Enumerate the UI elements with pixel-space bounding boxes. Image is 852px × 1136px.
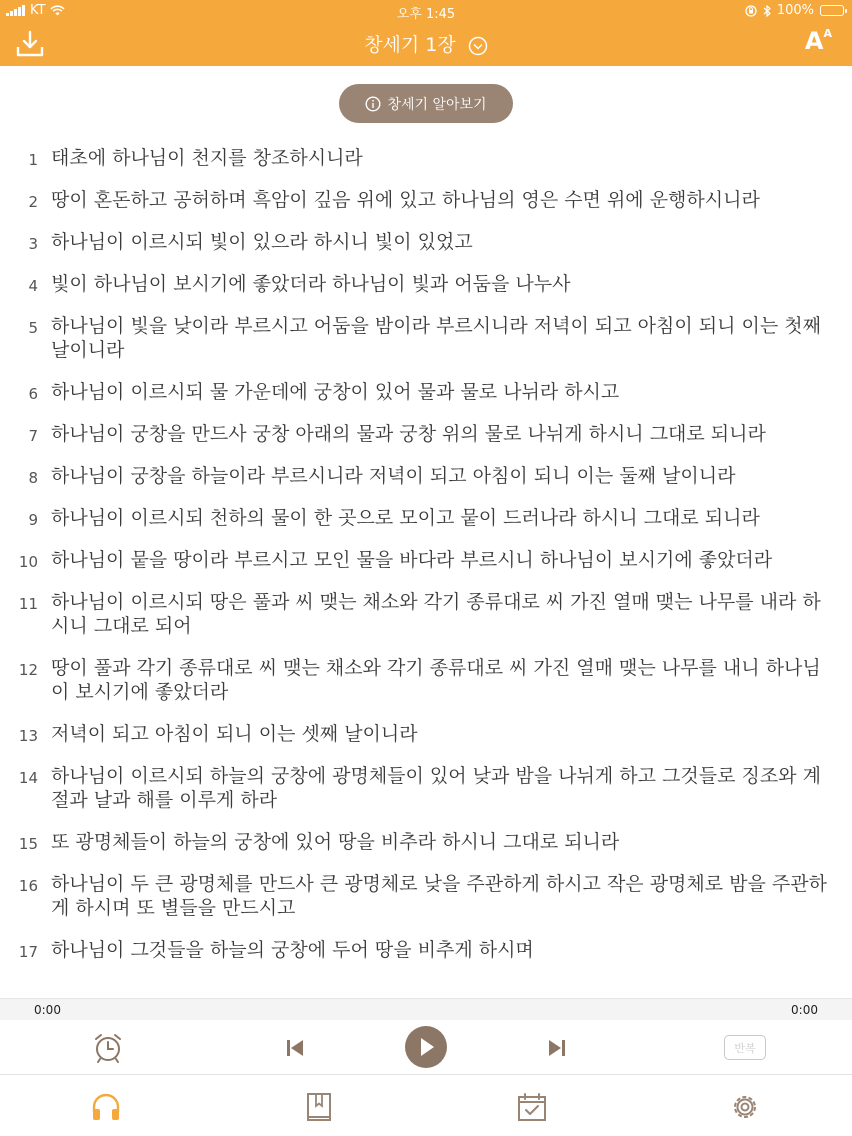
verse-number: 6 bbox=[28, 385, 38, 403]
font-size-button[interactable] bbox=[805, 27, 832, 55]
battery-percent: 100% bbox=[776, 3, 814, 18]
verse-text: 땅이 풀과 각기 종류대로 씨 맺는 채소와 각기 종류대로 씨 가진 열매 맺는 나무를 내니 하나님이 보시기에 좋았더라 bbox=[51, 657, 821, 703]
verse[interactable] bbox=[0, 872, 852, 920]
verse-text: 또 광명체들이 하늘의 궁창에 있어 땅을 비추라 하시니 그대로 되니라 bbox=[51, 831, 620, 853]
previous-button[interactable] bbox=[282, 1035, 308, 1061]
verse[interactable] bbox=[0, 422, 852, 446]
verse[interactable] bbox=[0, 830, 852, 854]
verse-number: 11 bbox=[18, 595, 38, 613]
chapter-title: 창세기 1장 bbox=[364, 34, 456, 56]
verse-number: 8 bbox=[28, 469, 38, 487]
audio-player bbox=[0, 1020, 852, 1075]
headphones-icon[interactable] bbox=[89, 1090, 123, 1124]
tab-bar bbox=[0, 1076, 852, 1136]
total-time: 0:00 bbox=[791, 1003, 818, 1017]
verse-number: 17 bbox=[18, 943, 38, 961]
repeat-label: 반복 bbox=[734, 1041, 756, 1055]
status-bar bbox=[0, 0, 852, 22]
verse-text: 빛이 하나님이 보시기에 좋았더라 하나님이 빛과 어둠을 나누사 bbox=[51, 273, 571, 295]
book-info-button[interactable] bbox=[339, 84, 513, 123]
battery-icon bbox=[820, 5, 844, 16]
verse-number: 13 bbox=[18, 727, 38, 745]
skip-next-icon bbox=[547, 1038, 567, 1058]
next-button[interactable] bbox=[544, 1035, 570, 1061]
verse-text: 태초에 하나님이 천지를 창조하시니라 bbox=[51, 147, 363, 169]
info-icon bbox=[365, 96, 381, 112]
alarm-clock-icon bbox=[91, 1031, 125, 1065]
verse-number: 16 bbox=[18, 877, 38, 895]
carrier-label: KT bbox=[30, 3, 46, 18]
verse-list bbox=[0, 146, 852, 980]
verse-text: 하나님이 이르시되 물 가운데에 궁창이 있어 물과 물로 나뉘라 하시고 bbox=[51, 381, 620, 403]
play-icon bbox=[417, 1037, 435, 1057]
verse-number: 4 bbox=[28, 277, 38, 295]
verse[interactable] bbox=[0, 506, 852, 530]
repeat-button[interactable] bbox=[724, 1035, 766, 1060]
verse[interactable] bbox=[0, 590, 852, 638]
verse-number: 9 bbox=[28, 511, 38, 529]
app-header bbox=[0, 0, 852, 66]
verse[interactable] bbox=[0, 314, 852, 362]
verse-number: 7 bbox=[28, 427, 38, 445]
current-time: 0:00 bbox=[34, 1003, 61, 1017]
verse-number: 1 bbox=[28, 151, 38, 169]
verse-text: 하나님이 빛을 낮이라 부르시고 어둠을 밤이라 부르시니라 저녁이 되고 아침이 되니 이는 첫째 날이니라 bbox=[51, 315, 821, 361]
verse-number: 14 bbox=[18, 769, 38, 787]
skip-previous-icon bbox=[285, 1038, 305, 1058]
verse[interactable] bbox=[0, 272, 852, 296]
gear-icon[interactable] bbox=[728, 1090, 762, 1124]
verse-text: 하나님이 궁창을 하늘이라 부르시니라 저녁이 되고 아침이 되니 이는 둘째 날이니라 bbox=[51, 465, 736, 487]
audio-progress-bar[interactable] bbox=[0, 998, 852, 1020]
bluetooth-icon bbox=[763, 5, 771, 17]
play-button[interactable] bbox=[405, 1026, 447, 1068]
verse-number: 15 bbox=[18, 835, 38, 853]
nav-bar bbox=[0, 22, 852, 66]
verse[interactable] bbox=[0, 764, 852, 812]
font-size-small-a: A bbox=[823, 26, 832, 40]
verse[interactable] bbox=[0, 464, 852, 488]
calendar-check-icon[interactable] bbox=[515, 1090, 549, 1124]
verse[interactable] bbox=[0, 656, 852, 704]
verse-text: 하나님이 이르시되 천하의 물이 한 곳으로 모이고 뭍이 드러나라 하시니 그대로 되니라 bbox=[51, 507, 760, 529]
chevron-down-circle-icon bbox=[468, 36, 488, 56]
font-size-big-a: A bbox=[804, 27, 824, 55]
verse-number: 5 bbox=[28, 319, 38, 337]
verse-text: 하나님이 이르시되 하늘의 궁창에 광명체들이 있어 낮과 밤을 나뉘게 하고 그것들로 징조와 계절과 날과 해를 이루게 하라 bbox=[51, 765, 821, 811]
verse-text: 하나님이 두 큰 광명체를 만드사 큰 광명체로 낮을 주관하게 하시고 작은 광명체로 밤을 주관하게 하시며 또 별들을 만드시고 bbox=[51, 873, 827, 919]
verse-number: 2 bbox=[28, 193, 38, 211]
verse-text: 하나님이 이르시되 빛이 있으라 하시니 빛이 있었고 bbox=[51, 231, 473, 253]
verse-text: 저녁이 되고 아침이 되니 이는 셋째 날이니라 bbox=[51, 723, 418, 745]
verse[interactable] bbox=[0, 230, 852, 254]
verse[interactable] bbox=[0, 722, 852, 746]
verse-text: 하나님이 그것들을 하늘의 궁창에 두어 땅을 비추게 하시며 bbox=[51, 939, 534, 961]
verse[interactable] bbox=[0, 146, 852, 170]
verse[interactable] bbox=[0, 188, 852, 212]
book-icon[interactable] bbox=[302, 1090, 336, 1124]
verse-text: 땅이 혼돈하고 공허하며 흑암이 깊음 위에 있고 하나님의 영은 수면 위에 운행하시니라 bbox=[51, 189, 760, 211]
book-info-label: 창세기 알아보기 bbox=[387, 96, 487, 113]
verse-number: 10 bbox=[18, 553, 38, 571]
chapter-selector[interactable] bbox=[0, 30, 852, 57]
verse-number: 12 bbox=[18, 661, 38, 679]
verse-number: 3 bbox=[28, 235, 38, 253]
verse[interactable] bbox=[0, 380, 852, 404]
verse[interactable] bbox=[0, 548, 852, 572]
verse-text: 하나님이 이르시되 땅은 풀과 씨 맺는 채소와 각기 종류대로 씨 가진 열매 맺는 나무를 내라 하시니 그대로 되어 bbox=[51, 591, 821, 637]
sleep-timer-button[interactable] bbox=[90, 1030, 126, 1066]
orientation-lock-icon bbox=[745, 5, 757, 17]
status-time: 오후 1:45 bbox=[396, 7, 456, 22]
verse[interactable] bbox=[0, 938, 852, 962]
verse-text: 하나님이 궁창을 만드사 궁창 아래의 물과 궁창 위의 물로 나뉘게 하시니 그대로 되니라 bbox=[51, 423, 766, 445]
verse-text: 하나님이 뭍을 땅이라 부르시고 모인 물을 바다라 부르시니 하나님이 보시기에 좋았더라 bbox=[51, 549, 773, 571]
